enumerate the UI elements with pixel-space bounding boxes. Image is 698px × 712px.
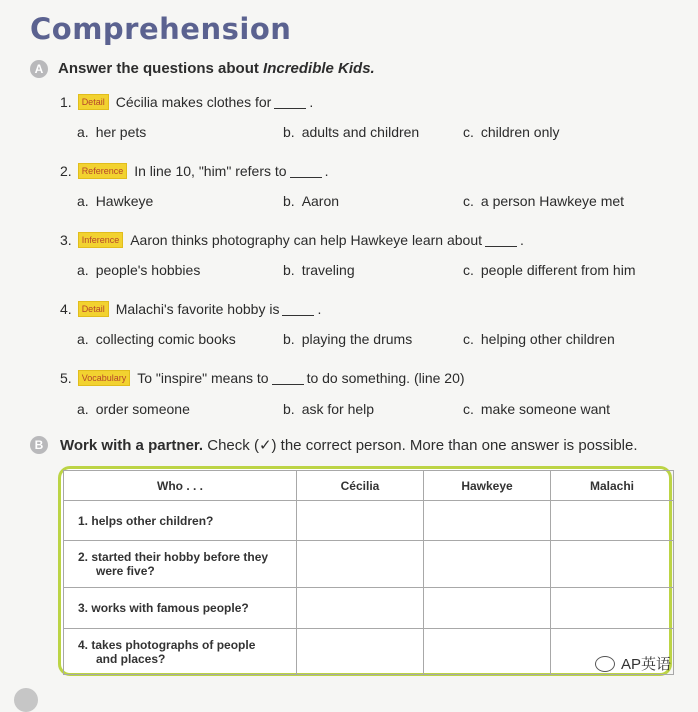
- col-header-hawkeye: Hawkeye: [424, 471, 551, 501]
- check-cell-cecilia[interactable]: [297, 541, 424, 588]
- section-b-heading: [60, 436, 638, 454]
- question-5: [60, 370, 465, 386]
- watermark: [595, 653, 671, 674]
- question-4: [60, 301, 321, 317]
- answer-blank: [290, 165, 322, 178]
- option-a: a. her pets: [77, 124, 147, 140]
- check-cell-hawkeye[interactable]: [424, 588, 551, 629]
- answer-blank: [272, 372, 304, 385]
- page-title: Comprehension: [30, 12, 292, 46]
- section-a-heading-italic: Incredible Kids.: [263, 60, 375, 77]
- wechat-icon: [595, 656, 615, 672]
- option-b: b. playing the drums: [283, 331, 413, 347]
- option-b: b. Aaron: [283, 193, 340, 209]
- section-a-badge: A: [30, 60, 48, 78]
- question-type-tag: Vocabulary: [78, 370, 131, 386]
- watermark-text: AP英语: [621, 656, 672, 673]
- question-text: Aaron thinks photography can help Hawkeye learn about: [130, 232, 483, 248]
- option-b: b. ask for help: [283, 401, 375, 417]
- who-cell: 2. started their hobby before they were five?: [64, 541, 297, 588]
- who-cell: 4. takes photographs of people and places?: [64, 629, 297, 675]
- option-b: b. traveling: [283, 262, 355, 278]
- option-a: a. Hawkeye: [77, 193, 154, 209]
- table-header-row: [64, 471, 674, 501]
- question-text: Malachi's favorite hobby is: [115, 301, 280, 317]
- question-type-tag: Inference: [78, 232, 124, 248]
- section-b-badge: B: [30, 436, 48, 454]
- question-2: [60, 163, 328, 179]
- col-header-malachi: Malachi: [551, 471, 674, 501]
- option-a: a. order someone: [77, 401, 190, 417]
- question-number: 4.: [60, 301, 72, 317]
- who-cell: 1. helps other children?: [64, 501, 297, 541]
- table-row: [64, 501, 674, 541]
- question-1: [60, 94, 313, 110]
- answer-blank: [274, 96, 306, 109]
- check-cell-hawkeye[interactable]: [424, 501, 551, 541]
- check-cell-malachi[interactable]: [551, 588, 674, 629]
- next-section-badge: [14, 688, 38, 712]
- check-cell-hawkeye[interactable]: [424, 629, 551, 675]
- option-a: a. people's hobbies: [77, 262, 201, 278]
- section-a-heading-text: Answer the questions about: [58, 60, 264, 77]
- col-header-who: Who . . .: [64, 471, 297, 501]
- option-c: c. helping other children: [463, 331, 615, 347]
- check-cell-cecilia[interactable]: [297, 629, 424, 675]
- check-cell-malachi[interactable]: [551, 541, 674, 588]
- question-text: Cécilia makes clothes for: [115, 94, 272, 110]
- check-cell-cecilia[interactable]: [297, 588, 424, 629]
- answer-blank: [282, 303, 314, 316]
- section-b-heading-text: Check (✓) the correct person. More than one answer is possible.: [203, 437, 638, 454]
- question-text: In line 10, "him" refers to: [134, 163, 287, 179]
- question-text-end: .: [520, 232, 524, 248]
- question-number: 1.: [60, 94, 72, 110]
- question-type-tag: Reference: [78, 163, 128, 179]
- question-text-end: .: [309, 94, 314, 110]
- who-cell: 3. works with famous people?: [64, 588, 297, 629]
- check-cell-hawkeye[interactable]: [424, 541, 551, 588]
- check-cell-malachi[interactable]: [551, 501, 674, 541]
- question-type-tag: Detail: [78, 94, 109, 110]
- table-row: [64, 588, 674, 629]
- question-number: 5.: [60, 370, 72, 386]
- option-a: a. collecting comic books: [77, 331, 236, 347]
- question-text-end: to do something. (line 20): [306, 370, 465, 386]
- table-row: [64, 541, 674, 588]
- answer-table: [63, 470, 674, 675]
- question-text: To "inspire" means to: [137, 370, 269, 386]
- section-b-heading-bold: Work with a partner.: [60, 437, 204, 454]
- option-c: c. make someone want: [463, 401, 611, 417]
- question-text-end: .: [324, 163, 329, 179]
- answer-blank: [485, 234, 517, 247]
- option-c: c. children only: [463, 124, 560, 140]
- question-3: [60, 232, 524, 248]
- option-c: c. people different from him: [463, 262, 636, 278]
- check-cell-cecilia[interactable]: [297, 501, 424, 541]
- table-row: [64, 629, 674, 675]
- option-c: c. a person Hawkeye met: [463, 193, 625, 209]
- question-number: 2.: [60, 163, 72, 179]
- question-type-tag: Detail: [78, 301, 109, 317]
- question-text-end: .: [317, 301, 322, 317]
- option-b: b. adults and children: [283, 124, 420, 140]
- section-a-heading: [58, 60, 375, 77]
- question-number: 3.: [60, 232, 72, 248]
- col-header-cecilia: Cécilia: [297, 471, 424, 501]
